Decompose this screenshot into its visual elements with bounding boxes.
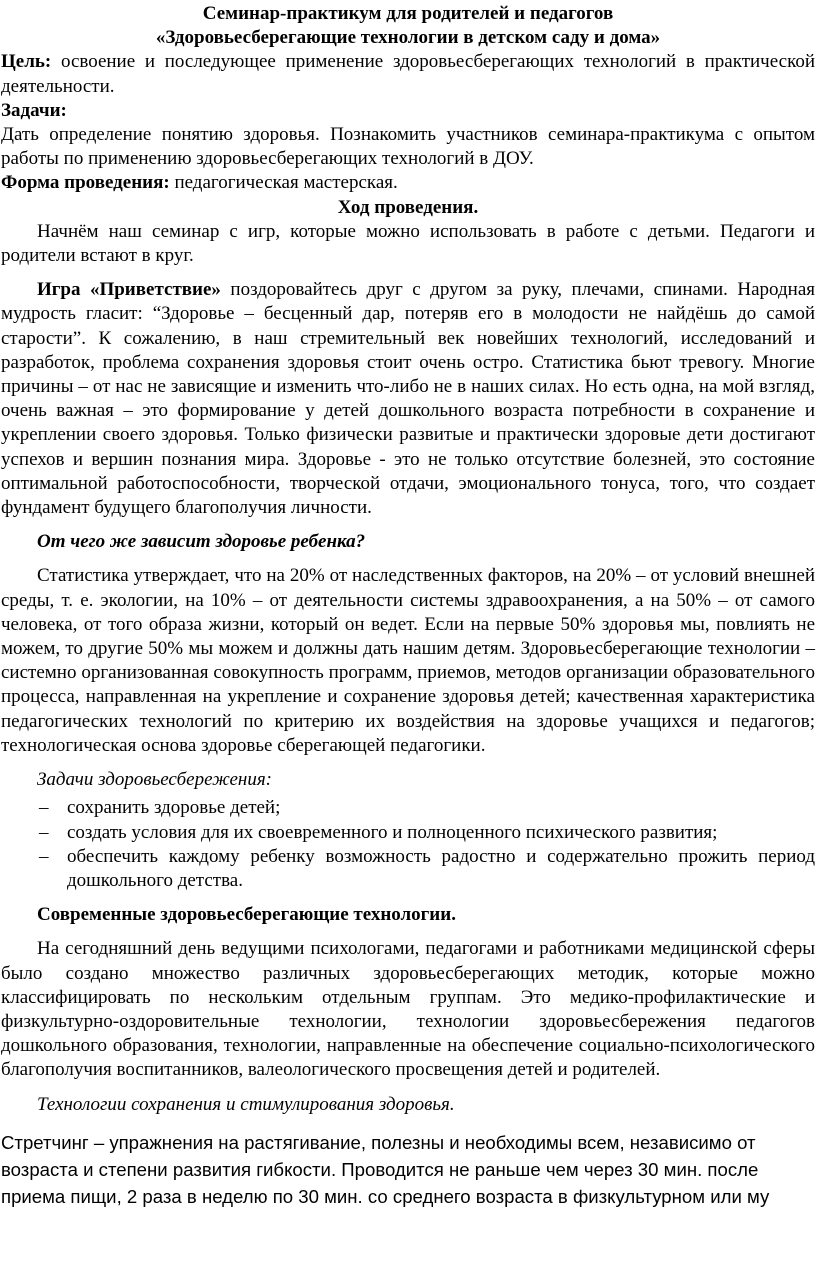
form-text: педагогическая мастерская. xyxy=(169,172,398,194)
dash-marker: – xyxy=(39,797,49,819)
goal-paragraph xyxy=(1,50,815,98)
modern-technologies-paragraph: На сегодняшний день ведущими психологами, педагогами и работниками медицинской сферы было создано множество различных здоровьесберегающих методик, которые можно классифицировать по нескольким отдельным группам. Это медико-профилактические и физкультурно-оздоровительные технологии, технологии здоровьесбережения педагогов дошкольного образования, технологии, направленные на обеспечение социально-психологического благополучия воспитанников, валеологического просвещения детей и родителей. xyxy=(1,938,815,1081)
game-text: поздоровайтесь друг с другом за руку, плечами, спинами. Народная мудрость гласит: “Здоровье – бесценный дар, потеряв его в молодости не найдёшь до самой старости”. К сожалению, в наш стремительный век новейших технологий, исследований и разработок, проблема сохранения здоровья стоит очень остро. Статистика бьют тревогу. Многие причины – от нас не зависящие и изменить что-либо не в наших силах. Но есть одна, на мой взгляд, очень важная – это формирование у детей дошкольного возраста потребности в сохранение и укреплении своего здоровья. Только физически развитые и практически здоровые дети достигают успехов и вершин познания мира. Здоровье - это не только отсутствие болезней, это состояние оптимальной работоспособности, творческой отдачи, эмоционального тонуса, того, что создает фундамент будущего благополучия личности. xyxy=(1,279,815,519)
list-item-text: создать условия для их своевременного и полноценного психического развития; xyxy=(67,821,718,843)
form-label: Форма проведения: xyxy=(1,172,170,194)
progress-heading: Ход проведения. xyxy=(337,196,479,218)
health-tasks-heading: Задачи здоровьесбережения: xyxy=(37,769,273,791)
list-item-text: обеспечить каждому ребенку возможность радостно и содержательно прожить период дошкольного детства. xyxy=(67,845,815,891)
dash-marker: – xyxy=(39,845,49,867)
list-item-text: сохранить здоровье детей; xyxy=(67,797,281,819)
health-question-heading: От чего же зависит здоровье ребенка? xyxy=(37,531,366,553)
list-item xyxy=(1,821,815,845)
stretching-paragraph: Стретчинг – упражнения на растягивание, полезны и необходимы всем, независимо от возраста и степени развития гибкости. Проводится не раньше чем через 30 мин. после приема пищи, 2 раза в неделю по 30 мин. со среднего возраста в физкультурном или му xyxy=(1,1131,770,1207)
goal-label: Цель: xyxy=(1,51,52,73)
game-paragraph xyxy=(1,278,815,520)
statistics-paragraph: Статистика утверждает, что на 20% от наследственных факторов, на 20% – от условий внешней среды, т. е. экологии, на 10% – от деятельности системы здравоохранения, а на 50% – от самого человека, от того образа жизни, который он ведет. Если на первые 50% здоровья мы, повлиять не можем, то другие 50% мы можем и должны дать нашим детям. Здоровьесберегающие технологии – системно организованная совокупность программ, приемов, методов организации образовательного процесса, направленная на укрепление и сохранение здоровья детей; качественная характеристика педагогических технологий по критерию их воздействия на здоровье учащихся и педагогов; технологическая основа здоровье сберегающей педагогики. xyxy=(1,565,815,756)
game-label: Игра «Приветствие» xyxy=(37,279,221,301)
preservation-heading: Технологии сохранения и стимулирования здоровья. xyxy=(37,1093,455,1115)
dash-marker: – xyxy=(39,821,49,843)
form-paragraph xyxy=(1,171,815,195)
title-line-2: «Здоровьесберегающие технологии в детском саду и дома» xyxy=(155,27,661,49)
tasks-label: Задачи: xyxy=(1,99,67,121)
health-tasks-list xyxy=(1,796,815,893)
intro-paragraph: Начнём наш семинар с игр, которые можно использовать в работе с детьми. Педагоги и родители встают в круг. xyxy=(1,220,815,267)
goal-text: освоение и последующее применение здоровьесберегающих технологий в практической деятельности. xyxy=(1,51,815,97)
modern-technologies-heading: Современные здоровьесберегающие технологии. xyxy=(37,904,456,926)
list-item xyxy=(1,796,815,820)
tasks-text: Дать определение понятию здоровья. Познакомить участников семинара-практикума с опытом работы по применению здоровьесберегающих технологий в ДОУ. xyxy=(1,124,815,170)
title-line-1: Семинар-практикум для родителей и педагогов xyxy=(202,3,614,24)
list-item xyxy=(1,845,815,893)
